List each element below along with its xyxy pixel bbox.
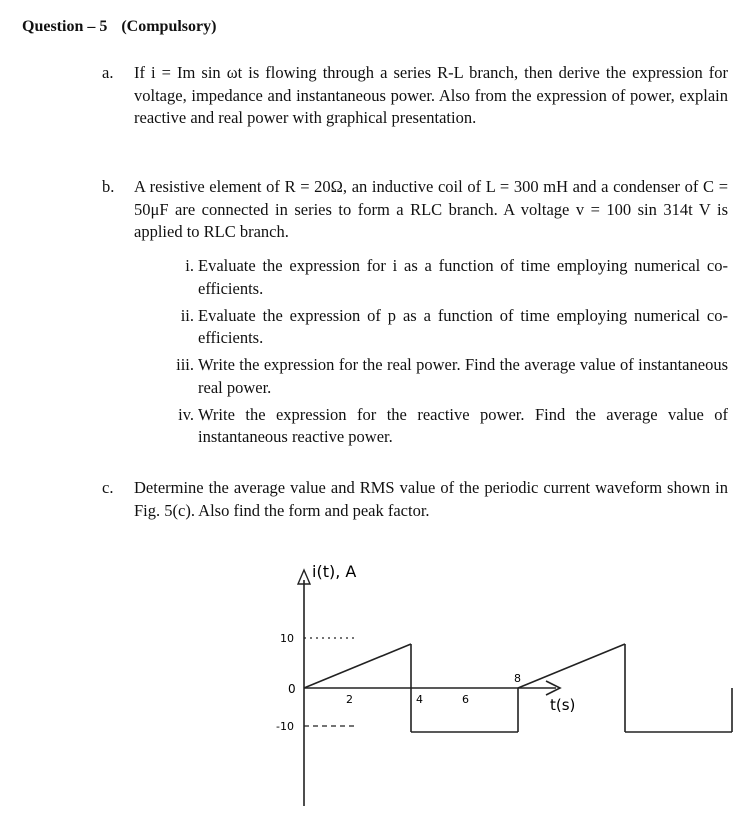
x-tick-6: 6 <box>462 693 469 706</box>
subquestion-numeral: iii. <box>176 355 194 374</box>
part-a-marker: a. <box>102 63 114 82</box>
y-tick-0: 0 <box>288 682 296 696</box>
subquestion-text: Evaluate the expression of p as a function of time employing numerical co-efficients. <box>198 305 728 347</box>
subquestion-numeral: ii. <box>180 305 194 325</box>
waveform-segment <box>304 644 411 688</box>
part-c-text: Determine the average value and RMS value of the periodic current waveform shown in Fig. 5(c). Also find the form and peak factor. <box>134 478 728 520</box>
y-tick-minus-10: -10 <box>276 720 294 733</box>
y-axis-label: i(t), A <box>312 562 357 581</box>
x-tick-8: 8 <box>514 672 521 685</box>
part-b-marker: b. <box>102 177 115 196</box>
subquestion-text: Evaluate the expression for i as a function of time employing numerical co-efficients. <box>198 256 728 298</box>
part-b-text: A resistive element of R = 20Ω, an inductive coil of L = 300 mH and a condenser of C = 50μF are connected in series to form a RLC branch. A voltage v = 100 sin 314t V is applied to RLC branch. <box>134 177 728 241</box>
x-axis-label: t(s) <box>550 696 576 714</box>
subquestion-numeral: iv. <box>178 404 194 424</box>
y-tick-10: 10 <box>280 632 294 645</box>
subquestion-text: Write the expression for the reactive power. Find the average value of instantaneous reactive power. <box>198 404 728 446</box>
part-a-text: If i = Im sin ωt is flowing through a series R-L branch, then derive the expression for voltage, impedance and instantaneous power. Also from the expression of power, explain reactive and real power with graphical presentation. <box>134 63 728 127</box>
part-c-marker: c. <box>102 478 114 497</box>
x-tick-2: 2 <box>346 693 353 706</box>
question-label: Question – 5 <box>22 18 108 35</box>
subquestion-numeral: i. <box>185 256 194 275</box>
x-tick-4: 4 <box>416 693 423 706</box>
question-note: (Compulsory) <box>121 18 217 35</box>
waveform-segment <box>518 644 625 688</box>
subquestion-text: Write the expression for the real power. Find the average value of instantaneous real power. <box>198 355 728 397</box>
